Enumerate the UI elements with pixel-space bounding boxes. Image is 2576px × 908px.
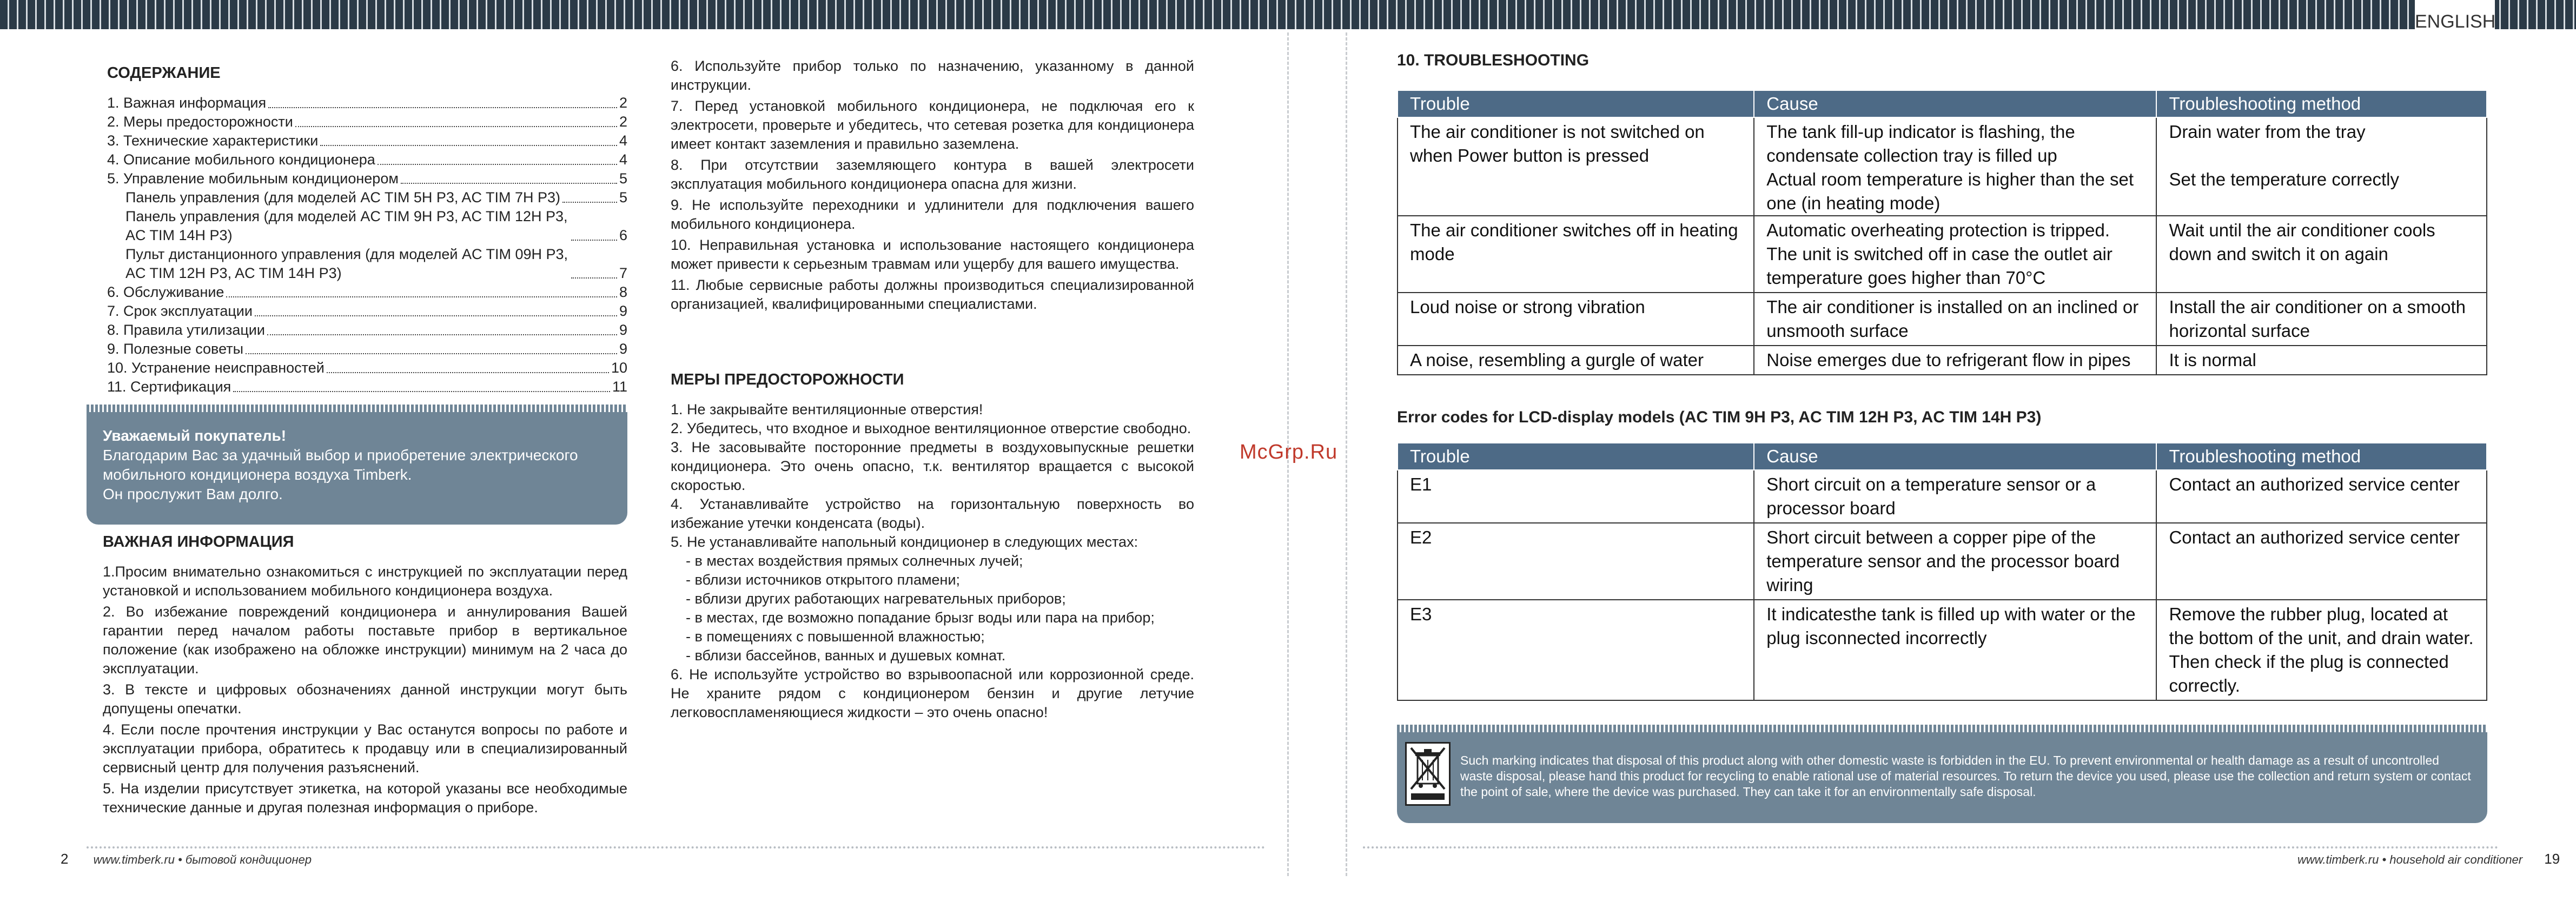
toc-item-page: 8 <box>619 284 627 300</box>
toc-item-page: 7 <box>619 265 627 281</box>
toc-item-page: 11 <box>612 379 627 395</box>
table-cell: E2 <box>1398 523 1754 600</box>
table-cell <box>1754 117 2156 215</box>
language-label: ENGLISH <box>2415 0 2495 35</box>
method-text: Set the temperature correctly <box>2169 169 2400 189</box>
important-paragraph: 3. В тексте и цифровых обозначениях данной инструкции могут быть допущены опечатки. <box>103 681 627 717</box>
info-paragraph: 6. Используйте прибор только по назначению, указанному в данной инструкции. <box>671 58 1194 93</box>
toc-leader-dots <box>571 277 617 279</box>
toc-item <box>107 359 627 377</box>
toc-item-label: 10. Устранение неисправностей <box>107 360 325 376</box>
table-cell <box>2156 117 2487 215</box>
toc-leader-dots <box>562 202 617 203</box>
toc-item <box>107 377 627 396</box>
troubleshooting-title: 10. TROUBLESHOOTING <box>1397 51 1590 69</box>
toc-item <box>107 340 627 359</box>
table-cell: Install the air conditioner on a smooth horizontal surface <box>2156 293 2487 346</box>
precautions-title: МЕРЫ ПРЕДОСТОРОЖНОСТИ <box>671 371 904 388</box>
toc-item-page: 4 <box>619 151 627 168</box>
table-cell: E3 <box>1398 600 1754 700</box>
toc-section <box>107 64 627 396</box>
toc-list <box>107 94 627 396</box>
toc-item <box>107 245 627 283</box>
table-cell: It indicatesthe tank is filled up with water or the plug isconnected incorrectly <box>1754 600 2156 700</box>
info-paragraph: 10. Неправильная установка и использование настоящего кондиционера может привести к серьезным травмам или ущербу для вашего имущества. <box>671 237 1194 272</box>
table-row <box>1398 523 2487 600</box>
toc-item-label: 2. Меры предосторожности <box>107 114 293 130</box>
page-number: 2 <box>61 851 69 867</box>
footer-site-text: www.timberk.ru • бытовой кондиционер <box>93 853 312 866</box>
info-paragraph: 7. Перед установкой мобильного кондиционера, не подключая его к электросети, проверьте и убедитесь, что сетевая розетка для кондиционера имеет контакт заземления и правильно заземлена. <box>671 98 1194 152</box>
precaution-item: - в помещениях с повышенной влажностью; <box>686 628 985 645</box>
toc-item <box>107 188 627 207</box>
column-header: Troubleshooting method <box>2156 90 2487 117</box>
column-header: Trouble <box>1398 443 1754 470</box>
precaution-item: - в местах, где возможно попадание брызг воды или пара на прибор; <box>686 609 1155 626</box>
toc-item <box>107 150 627 169</box>
toc-item-label: 8. Правила утилизации <box>107 322 265 338</box>
table-cell: The air conditioner is not switched on when Power button is pressed <box>1398 117 1754 216</box>
middle-top-section <box>671 57 1194 316</box>
page-divider <box>1346 32 1347 876</box>
toc-item-label: 9. Полезные советы <box>107 341 243 357</box>
method-text: Drain water from the tray <box>2169 122 2366 142</box>
column-header: Cause <box>1754 90 2156 117</box>
table-row <box>1398 600 2487 700</box>
info-paragraph: 9. Не используйте переходники и удлинители для подключения вашего мобильного кондиционера. <box>671 197 1194 232</box>
table-cell: The air conditioner switches off in heating mode <box>1398 216 1754 293</box>
toc-item-page: 10 <box>611 360 627 376</box>
toc-item-page: 2 <box>619 114 627 130</box>
info-paragraph: 11. Любые сервисные работы должны производиться специализированной организацией, квалифицированными специалистами. <box>671 277 1194 312</box>
toc-leader-dots <box>401 183 617 184</box>
page-number: 19 <box>2544 851 2560 867</box>
table-cell: Short circuit between a copper pipe of the temperature sensor and the processor board wiring <box>1754 523 2156 600</box>
toc-leader-dots <box>327 372 609 373</box>
precautions-list <box>671 400 1194 722</box>
error-codes-table <box>1397 442 2487 701</box>
precaution-item: 3. Не засовывайте посторонние предметы в воздуховыпускные решетки кондиционера. Это очень опасно, т.к. вентилятор вращается с высокой скоростью. <box>671 439 1194 493</box>
toc-item-label: 1. Важная информация <box>107 95 267 111</box>
toc-item-label: 3. Технические характеристики <box>107 132 319 149</box>
table-cell: Contact an authorized service center <box>2156 523 2487 600</box>
precautions-section <box>671 370 1194 722</box>
greeting-line: Он прослужит Вам долго. <box>103 486 283 502</box>
table-cell: Automatic overheating protection is tripped. The unit is switched off in case the outlet air temperature goes higher than 70°C <box>1754 216 2156 293</box>
table-cell: It is normal <box>2156 346 2487 375</box>
toc-item-label: 5. Управление мобильным кондиционером <box>107 170 399 187</box>
toc-item <box>107 321 627 340</box>
footer-divider <box>1363 846 2499 849</box>
toc-item-page: 5 <box>619 189 627 206</box>
important-paragraph: 1.Просим внимательно ознакомиться с инструкцией по эксплуатации перед установкой и использованием мобильного кондиционера воздуха. <box>103 564 627 599</box>
toc-item-page: 9 <box>619 341 627 357</box>
greeting-box <box>87 411 627 525</box>
important-title: ВАЖНАЯ ИНФОРМАЦИЯ <box>103 533 294 551</box>
toc-item <box>107 169 627 188</box>
table-cell: Loud noise or strong vibration <box>1398 293 1754 346</box>
table-cell: The air conditioner is installed on an inclined or unsmooth surface <box>1754 293 2156 346</box>
toc-leader-dots <box>226 296 617 297</box>
top-stripe-bar <box>0 0 2576 29</box>
toc-item-label: Панель управления (для моделей AC TIM 5H P3, AC TIM 7H P3) <box>125 189 560 206</box>
greeting-line: Благодарим Вас за удачный выбор и приобретение электрического <box>103 447 578 463</box>
toc-item-page: 9 <box>619 303 627 319</box>
toc-item-label: 4. Описание мобильного кондиционера <box>107 151 375 168</box>
toc-item-page: 6 <box>619 227 627 243</box>
precaution-item: - вблизи бассейнов, ванных и душевых комнат. <box>686 647 1006 664</box>
precaution-item: 4. Устанавливайте устройство на горизонтальную поверхность во избежание утечки конденсата (воды). <box>671 496 1194 531</box>
table-cell: Wait until the air conditioner cools down and switch it on again <box>2156 216 2487 293</box>
footer-left <box>61 851 312 867</box>
toc-leader-dots <box>320 145 617 146</box>
greeting-title: Уважаемый покупатель! <box>103 427 287 444</box>
important-paragraph: 4. Если после прочтения инструкции у Вас останутся вопросы по работе и эксплуатации прибора, обратитесь к продавцу или в специализированный сервисный центр для получения разъяснений. <box>103 721 627 776</box>
table-header-row <box>1398 443 2487 470</box>
precaution-item: 1. Не закрывайте вентиляционные отверстия! <box>671 401 983 417</box>
precaution-item: - вблизи источников открытого пламени; <box>686 572 961 588</box>
footer-right <box>2297 851 2560 867</box>
precaution-item: - вблизи других работающих нагревательных приборов; <box>686 591 1066 607</box>
troubleshooting-table <box>1397 90 2487 375</box>
important-paragraph: 2. Во избежание повреждений кондиционера и аннулирования Вашей гарантии перед началом работы поставьте прибор в вертикальное положение (как изображено на обложке инструкции) минимум на 2 часа до эксплуатации. <box>103 604 627 677</box>
toc-leader-dots <box>378 164 617 165</box>
column-header: Cause <box>1754 443 2156 470</box>
toc-leader-dots <box>267 334 617 335</box>
error-codes-title: Error codes for LCD-display models (AC TIM 9H P3, AC TIM 12H P3, AC TIM 14H P3) <box>1397 408 2042 426</box>
toc-item-label: Панель управления (для моделей AC TIM 9H P3, AC TIM 12H P3, AC TIM 14H P3) <box>125 208 568 243</box>
toc-leader-dots <box>246 353 617 354</box>
disposal-note-text: Such marking indicates that disposal of this product along with other domestic waste is forbidden in the EU. To prevent environmental or health damage as a result of uncontrolled waste disposal, please hand this product for recycling to enable rational use of material resources. To return the device you used, please use the collection and return system or contact the point of sale, where the device was purchased. They can take it for an environmentally safe disposal. <box>1460 753 2471 799</box>
table-cell: E1 <box>1398 470 1754 523</box>
important-section <box>103 533 627 819</box>
toc-leader-dots <box>571 240 617 241</box>
toc-item <box>107 207 627 245</box>
crossed-bin-icon <box>1405 742 1451 806</box>
greeting-line: мобильного кондиционера воздуха Timberk. <box>103 466 412 483</box>
footer-site-text: www.timberk.ru • household air conditioner <box>2297 853 2523 866</box>
toc-leader-dots <box>233 391 610 392</box>
toc-item-page: 2 <box>619 95 627 111</box>
toc-item-label: 7. Срок эксплуатации <box>107 303 253 319</box>
precaution-item: 2. Убедитесь, что входное и выходное вентиляционное отверстие свободно. <box>671 420 1191 436</box>
precaution-item: - в местах воздействия прямых солнечных лучей; <box>686 553 1023 569</box>
precaution-item: 6. Не используйте устройство во взрывоопасной или коррозионной среде. Не храните рядом с кондиционером бензин и другие летучие легковоспламеняющиеся жидкости – это очень опасно! <box>671 666 1194 720</box>
toc-item <box>107 302 627 321</box>
toc-item <box>107 112 627 131</box>
table-row <box>1398 346 2487 375</box>
toc-leader-dots <box>268 107 617 108</box>
toc-item <box>107 283 627 302</box>
precaution-item: 5. Не устанавливайте напольный кондиционер в следующих местах: <box>671 534 1138 550</box>
toc-item <box>107 94 627 112</box>
toc-item-page: 9 <box>619 322 627 338</box>
toc-leader-dots <box>295 126 617 127</box>
table-row <box>1398 216 2487 293</box>
column-header: Trouble <box>1398 90 1754 117</box>
table-row <box>1398 470 2487 523</box>
toc-item <box>107 131 627 150</box>
table-cell: Short circuit on a temperature sensor or a processor board <box>1754 470 2156 523</box>
table-cell: Remove the rubber plug, located at the bottom of the unit, and drain water. Then check if the plug is connected correctly. <box>2156 600 2487 700</box>
disposal-note-box <box>1397 731 2487 823</box>
table-row <box>1398 293 2487 346</box>
table-header-row <box>1398 90 2487 117</box>
toc-item-label: 6. Обслуживание <box>107 284 224 300</box>
toc-title: СОДЕРЖАНИЕ <box>107 64 221 82</box>
watermark-text: McGrp.Ru <box>1240 441 1338 463</box>
toc-leader-dots <box>255 315 617 316</box>
table-cell: Contact an authorized service center <box>2156 470 2487 523</box>
table-cell: Noise emerges due to refrigerant flow in pipes <box>1754 346 2156 375</box>
toc-item-page: 5 <box>619 170 627 187</box>
important-paragraph: 5. На изделии присутствует этикетка, на которой указаны все необходимые технические данные и другая полезная информация о приборе. <box>103 780 627 816</box>
column-header: Troubleshooting method <box>2156 443 2487 470</box>
table-cell: A noise, resembling a gurgle of water <box>1398 346 1754 375</box>
toc-item-page: 4 <box>619 132 627 149</box>
toc-item-label: Пульт дистанционного управления (для моделей AC TIM 09H P3, AC TIM 12H P3, AC TIM 14H P3) <box>125 246 568 281</box>
cause-text: Actual room temperature is higher than the set one (in heating mode) <box>1766 169 2134 213</box>
info-paragraph: 8. При отсутствии заземляющего контура в вашей электросети эксплуатация мобильного кондиционера опасна для жизни. <box>671 157 1194 192</box>
cause-text: The tank fill-up indicator is flashing, the condensate collection tray is filled up <box>1766 122 2075 165</box>
footer-divider <box>87 846 1266 849</box>
toc-item-label: 11. Сертификация <box>107 379 231 395</box>
table-row <box>1398 117 2487 215</box>
